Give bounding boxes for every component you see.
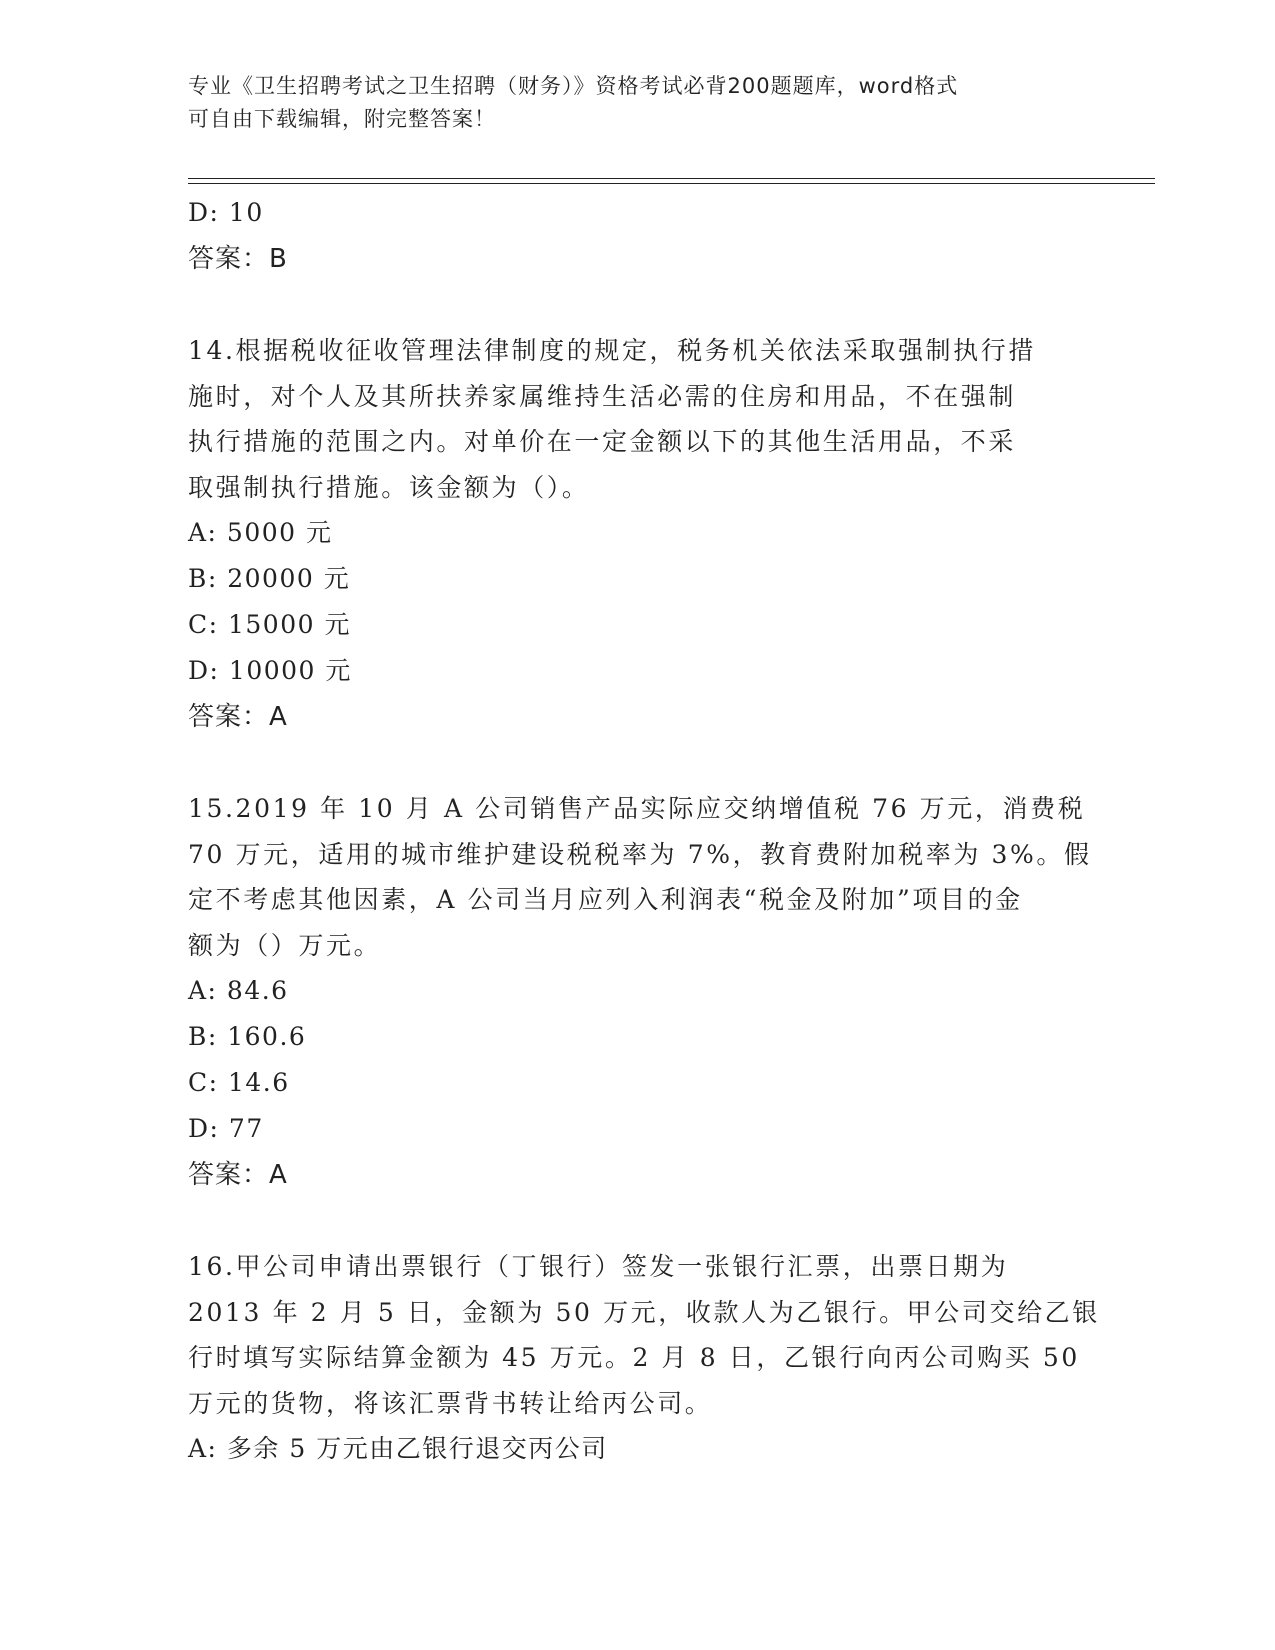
option-d: D: 10 <box>188 198 264 227</box>
question-text-line: 2013 年 2 月 5 日，金额为 50 万元，收款人为乙银行。甲公司交给乙银 <box>188 1297 1100 1327</box>
option-a: A: 多余 5 万元由乙银行退交丙公司 <box>188 1434 608 1463</box>
document-body <box>188 190 1100 1472</box>
option-a: A: 84.6 <box>188 976 289 1005</box>
spacer <box>188 282 1088 328</box>
option-b: B: 20000 元 <box>188 564 351 593</box>
question-text-line: 行时填写实际结算金额为 45 万元。2 月 8 日，乙银行向丙公司购买 50 <box>188 1343 1080 1372</box>
option-d: D: 10000 元 <box>188 656 352 685</box>
question-text-line: 15.2019 年 10 月 A 公司销售产品实际应交纳增值税 76 万元，消费税 <box>188 794 1086 823</box>
question-text-line: 16.甲公司申请出票银行（丁银行）签发一张银行汇票，出票日期为 <box>188 1252 1009 1281</box>
question-text-line: 万元的货物，将该汇票背书转让给丙公司。 <box>188 1388 713 1418</box>
header-line: 可自由下载编辑，附完整答案！ <box>188 107 496 131</box>
question-text-line: 额为（）万元。 <box>188 930 382 960</box>
document-header <box>188 70 1088 136</box>
option-c: C: 14.6 <box>188 1068 290 1097</box>
question-text-line: 取强制执行措施。该金额为（）。 <box>188 472 590 502</box>
question-16 <box>188 1244 1100 1472</box>
question-text-line: 定不考虑其他因素，A 公司当月应列入利润表“税金及附加”项目的金 <box>188 885 1023 914</box>
answer-line: 答案：B <box>188 244 288 274</box>
header-divider <box>188 178 1155 179</box>
question-14 <box>188 328 1088 740</box>
header-line: 专业《卫生招聘考试之卫生招聘（财务）》资格考试必背200题题库，word格式 <box>188 74 959 98</box>
question-text-line: 执行措施的范围之内。对单价在一定金额以下的其他生活用品，不采 <box>188 427 1017 456</box>
answer-line: 答案：A <box>188 1160 288 1190</box>
option-c: C: 15000 元 <box>188 610 351 639</box>
header-divider <box>188 183 1155 184</box>
answer-line: 答案：A <box>188 702 288 732</box>
question-text-line: 70 万元，适用的城市维护建设税税率为 7%，教育费附加税率为 3%。假 <box>188 839 1092 869</box>
question-text-line: 施时，对个人及其所扶养家属维持生活必需的住房和用品，不在强制 <box>188 381 1017 411</box>
option-b: B: 160.6 <box>188 1022 307 1051</box>
spacer <box>188 740 1088 786</box>
question-15 <box>188 786 1092 1198</box>
question-text-line: 14.根据税收征收管理法律制度的规定，税务机关依法采取强制执行措 <box>188 336 1036 365</box>
option-d: D: 77 <box>188 1114 264 1143</box>
option-a: A: 5000 元 <box>188 518 333 547</box>
spacer <box>188 1198 1088 1244</box>
